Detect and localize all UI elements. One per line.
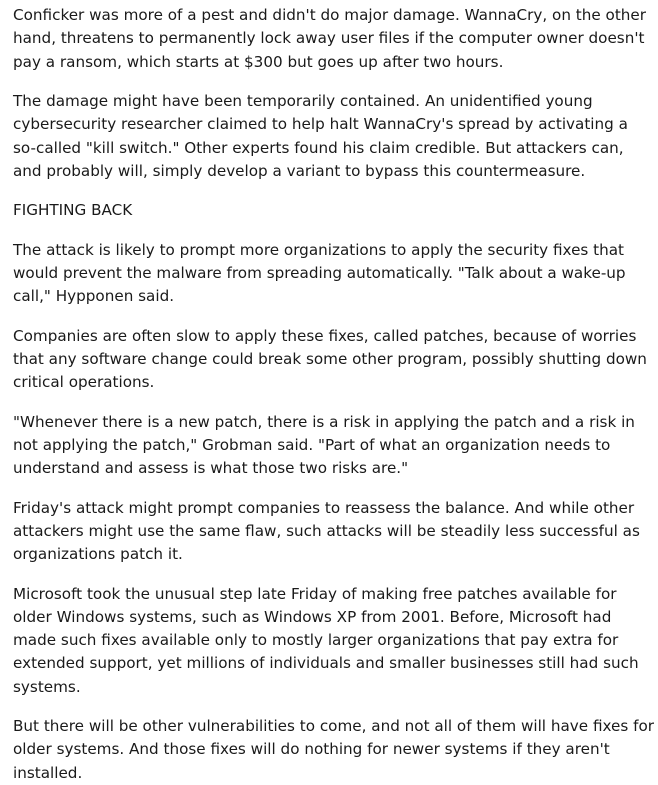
paragraph-reassess-balance: Friday's attack might prompt companies to reassess the balance. And while other attackers might use the same flaw, such attacks will be steadily less successful as organizations patch it. [13, 498, 640, 564]
paragraph-damage-contained: The damage might have been temporarily contained. An unidentified young cybersecurity researcher claimed to help halt WannaCry's spread by activating a so-called "kill switch." Other experts found his claim credible. But attackers can, and probably will, simply develop a variant to bypass this countermeasure. [13, 91, 628, 180]
paragraph-conficker: Conficker was more of a pest and didn't do major damage. WannaCry, on the other hand, threatens to permanently lock away user files if the computer owner doesn't pay a ransom, which starts at $300 but goes up after two hours. [13, 6, 647, 71]
paragraph-wake-up-call: The attack is likely to prompt more organizations to apply the security fixes that would prevent the malware from spreading automatically. "Talk about a wake-up call," Hypponen said. [13, 240, 626, 306]
paragraph-future-vulnerabilities: But there will be other vulnerabilities to come, and not all of them will have fixes for older systems. And those fixes will do nothing for newer systems if they aren't installed. [13, 717, 655, 782]
paragraph-microsoft-patches: Microsoft took the unusual step late Friday of making free patches available for older Windows systems, such as Windows XP from 2001. Before, Microsoft had made such fixes available only to mostly larger organizations that pay extra for extended support, yet millions of individuals and smaller businesses still had such systems. [13, 584, 639, 696]
article-body [13, 4, 655, 785]
paragraph-grobman-quote: "Whenever there is a new patch, there is a risk in applying the patch and a risk in not applying the patch," Grobman said. "Part of what an organization needs to understand and assess is what those two risks are." [13, 412, 635, 478]
paragraph-patches-slow: Companies are often slow to apply these fixes, called patches, because of worries that any software change could break some other program, possibly shutting down critical operations. [13, 326, 647, 392]
section-heading-fighting-back: FIGHTING BACK [13, 201, 133, 220]
